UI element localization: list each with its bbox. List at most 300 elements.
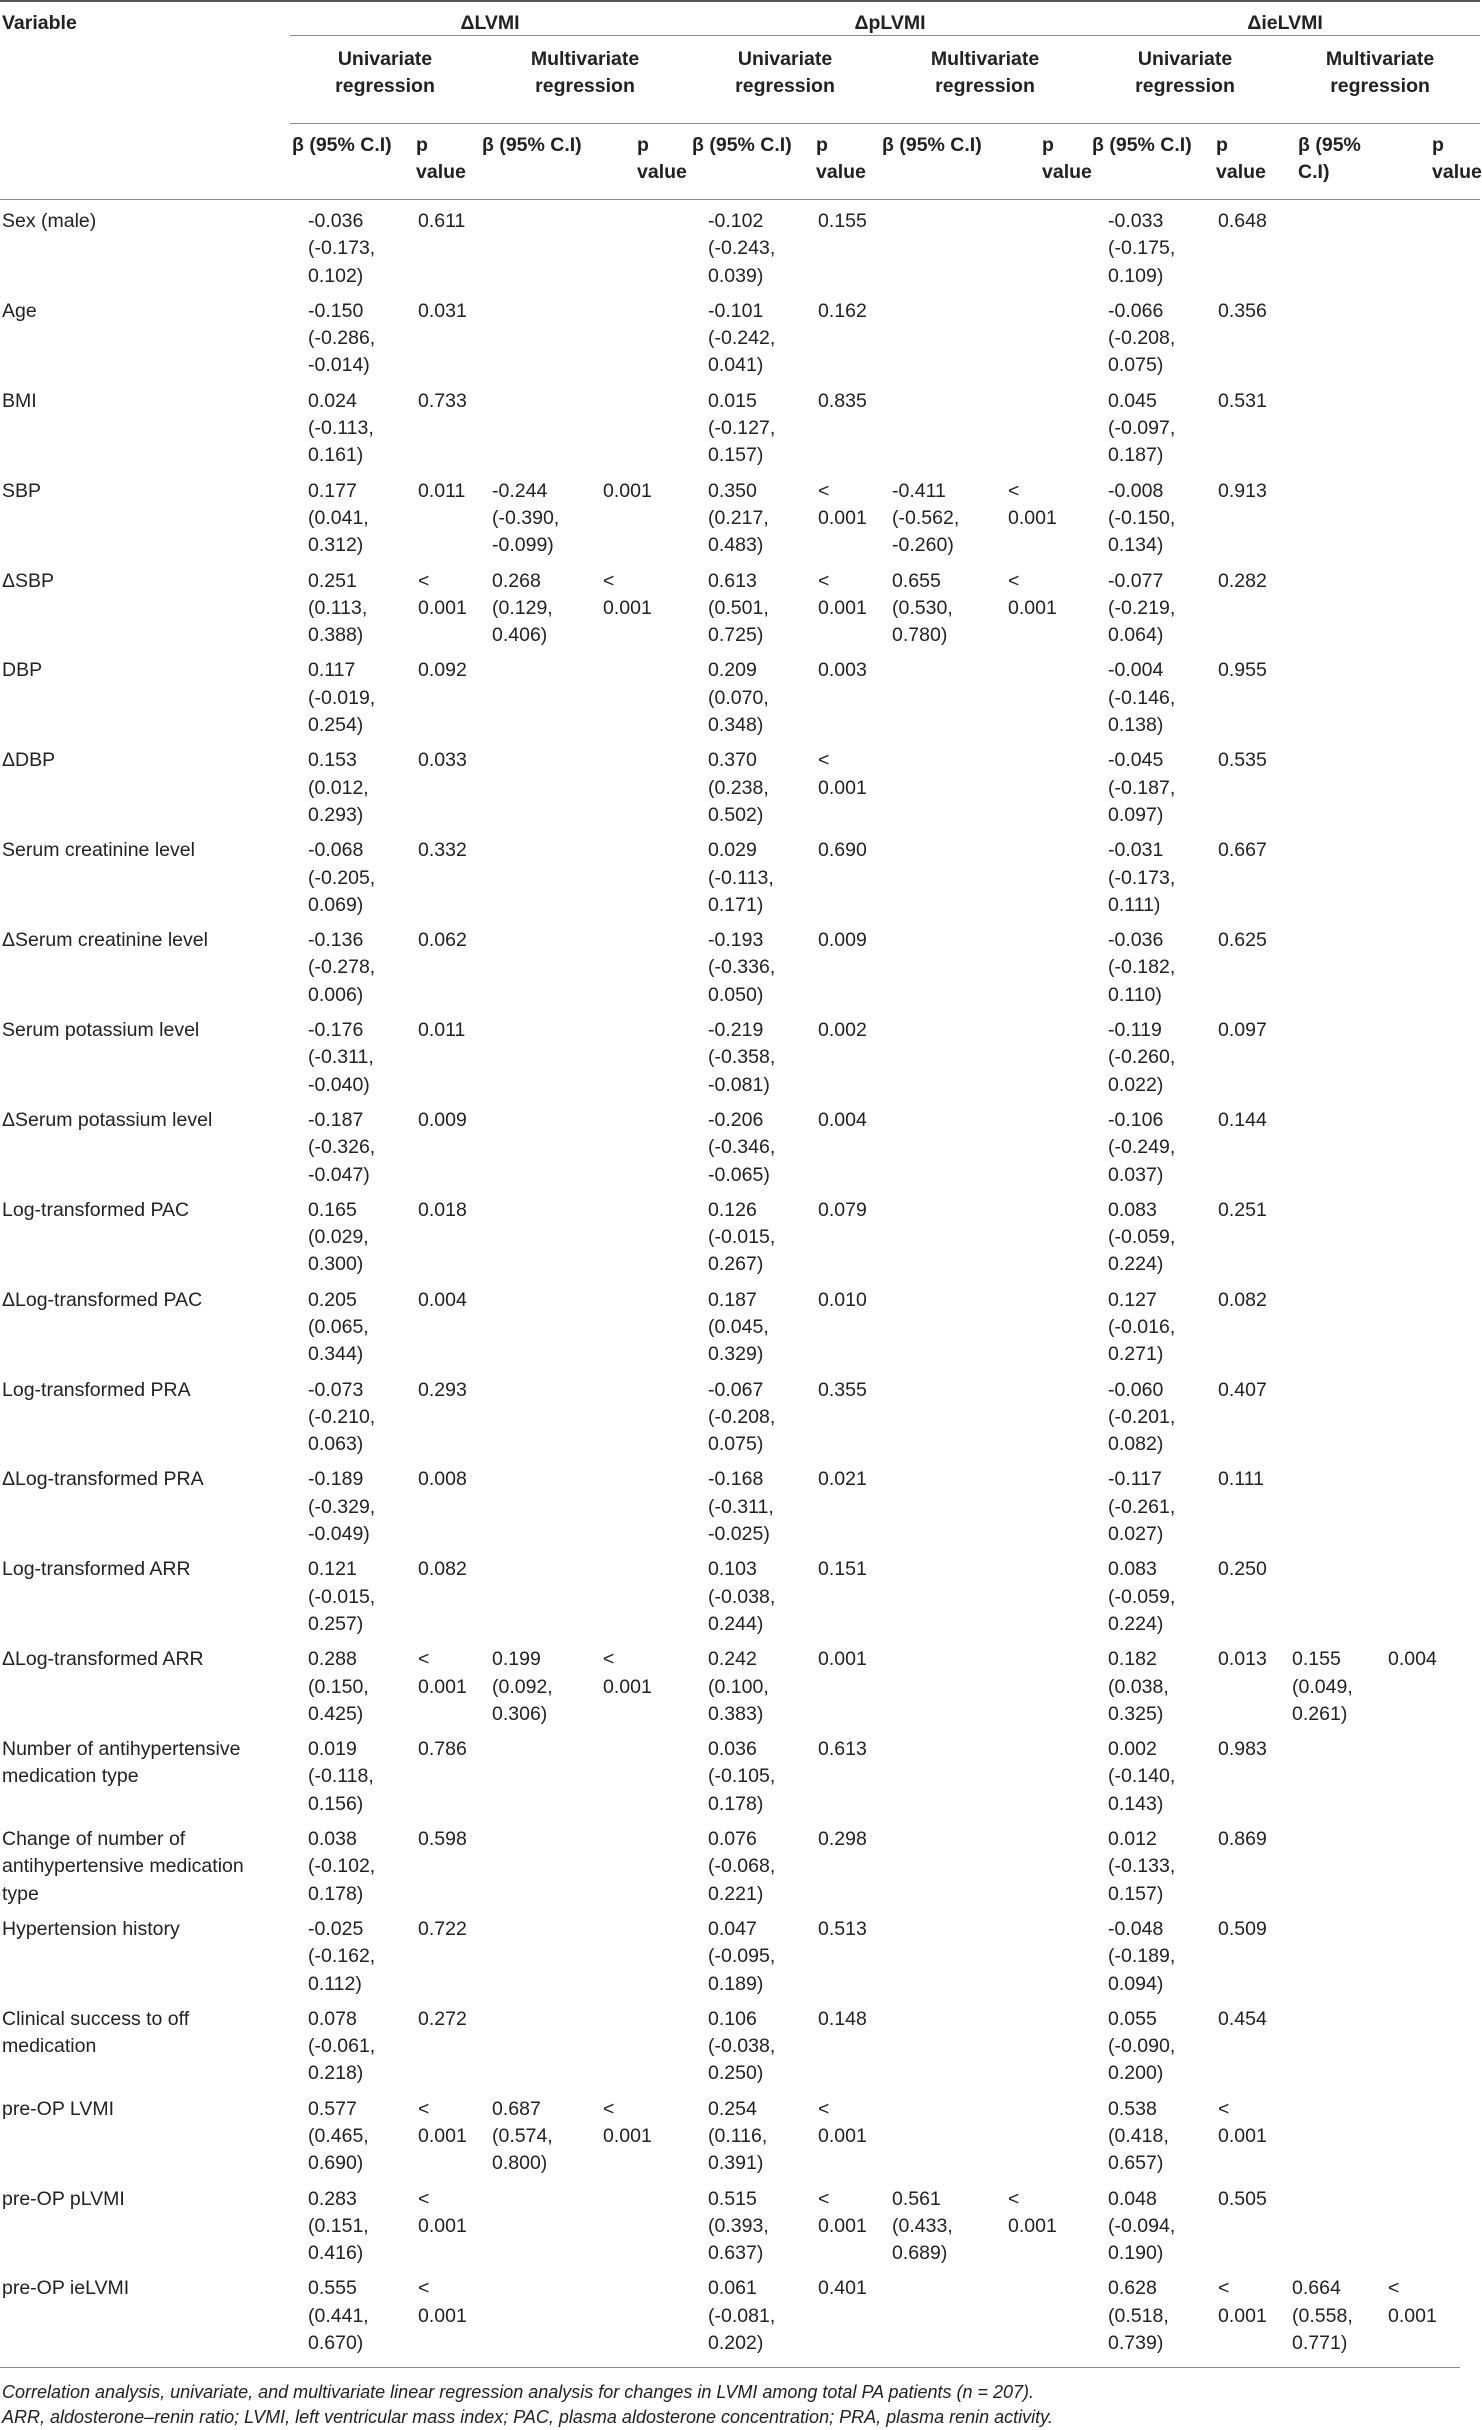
beta-ci-cell xyxy=(1280,560,1380,650)
p-value-cell: 0.010 xyxy=(818,1288,867,1311)
beta-ci-cell: -0.119 (-0.260, 0.022) xyxy=(1108,1019,1176,1096)
p-value-cell xyxy=(1380,1009,1480,1099)
p-value-cell xyxy=(595,2178,690,2268)
p-value-cell: 0.251 xyxy=(1218,1198,1267,1221)
p-value-header: p value xyxy=(595,124,690,200)
beta-ci-cell: 0.199 (0.092, 0.306) xyxy=(492,1648,553,1725)
table-body xyxy=(0,200,1480,2358)
p-value-cell xyxy=(1000,1458,1090,1548)
p-value-cell: 0.018 xyxy=(418,1198,467,1221)
beta-ci-cell: 0.024 (-0.113, 0.161) xyxy=(308,389,374,467)
beta-ci-cell: 0.242 (0.100, 0.383) xyxy=(708,1648,769,1725)
beta-ci-cell: 0.038 (-0.102, 0.178) xyxy=(308,1828,376,1905)
variable-name: Log-transformed ARR xyxy=(2,1558,191,1581)
beta-header: β (95% C.I) xyxy=(880,124,1000,200)
beta-ci-cell: -0.189 (-0.329, -0.049) xyxy=(308,1468,376,1546)
beta-ci-cell: 0.655 (0.530, 0.780) xyxy=(892,569,953,647)
beta-ci-cell xyxy=(880,1189,1000,1279)
variable-name: ΔLog-transformed PAC xyxy=(2,1288,203,1311)
variable-name: SBP xyxy=(2,479,42,502)
p-value-header: p value xyxy=(1210,124,1280,200)
p-value-header: p value xyxy=(1380,124,1480,200)
table-row xyxy=(0,2088,1480,2178)
variable-name: pre-OP LVMI xyxy=(2,2097,114,2120)
p-value-cell xyxy=(1380,290,1480,380)
p-value-cell xyxy=(595,1998,690,2088)
p-value-cell xyxy=(595,290,690,380)
p-value-cell: 0.001 xyxy=(603,479,652,502)
beta-ci-cell: 0.012 (-0.133, 0.157) xyxy=(1108,1828,1176,1905)
p-value-cell: 0.151 xyxy=(818,1558,867,1581)
p-value-cell: 0.613 xyxy=(818,1738,867,1761)
beta-ci-cell xyxy=(480,1189,595,1279)
p-value-cell: 0.013 xyxy=(1218,1648,1267,1671)
table-row xyxy=(0,649,1480,739)
p-value-cell xyxy=(1380,380,1480,470)
beta-ci-cell xyxy=(1280,829,1380,919)
p-value-cell xyxy=(1000,1099,1090,1189)
beta-ci-cell xyxy=(1280,649,1380,739)
beta-ci-cell: 0.055 (-0.090, 0.200) xyxy=(1108,2007,1176,2085)
beta-ci-cell: 0.209 (0.070, 0.348) xyxy=(708,659,769,737)
beta-ci-cell xyxy=(1280,739,1380,829)
beta-ci-cell xyxy=(880,380,1000,470)
beta-ci-cell xyxy=(480,200,595,290)
beta-ci-cell xyxy=(1280,1369,1380,1459)
p-value-cell: < 0.001 xyxy=(603,2097,652,2147)
p-value-cell xyxy=(1000,1998,1090,2088)
beta-ci-cell xyxy=(1280,919,1380,1009)
p-value-cell: < 0.001 xyxy=(1008,2187,1057,2237)
beta-header: β (95% C.I) xyxy=(1280,124,1380,200)
beta-ci-cell xyxy=(480,380,595,470)
beta-ci-cell: -0.102 (-0.243, 0.039) xyxy=(708,210,776,287)
p-value-cell: 0.505 xyxy=(1218,2187,1267,2210)
beta-ci-cell xyxy=(1280,1099,1380,1189)
beta-ci-cell xyxy=(1280,1908,1380,1998)
beta-ci-cell: 0.061 (-0.081, 0.202) xyxy=(708,2277,776,2355)
univariate-header-plvmi: Univariate regression xyxy=(690,36,880,124)
p-value-cell xyxy=(1380,1279,1480,1369)
table-row xyxy=(0,1458,1480,1548)
beta-ci-cell xyxy=(1280,1728,1380,1818)
beta-ci-cell: 0.370 (0.238, 0.502) xyxy=(708,749,769,826)
p-value-cell xyxy=(1380,739,1480,829)
p-value-cell: 0.625 xyxy=(1218,929,1267,952)
table-row xyxy=(0,1189,1480,1279)
p-value-cell: 0.913 xyxy=(1218,479,1267,502)
beta-ci-cell: 0.177 (0.041, 0.312) xyxy=(308,479,369,557)
p-value-cell: 0.004 xyxy=(418,1288,467,1311)
beta-ci-cell xyxy=(880,1998,1000,2088)
table-row xyxy=(0,1638,1480,1728)
beta-ci-cell: -0.219 (-0.358, -0.081) xyxy=(708,1019,776,1096)
p-value-cell xyxy=(1000,380,1090,470)
beta-ci-cell xyxy=(880,1638,1000,1728)
footnotes xyxy=(0,2367,1460,2430)
footnote-abbreviations: ARR, aldosterone–renin ratio; LVMI, left ventricular mass index; PAC, plasma aldosterone concentration; PRA, plasma renin activity. xyxy=(2,2407,1053,2428)
p-value-cell: 0.092 xyxy=(418,659,467,682)
variable-name: BMI xyxy=(2,389,37,412)
p-value-cell: < 0.001 xyxy=(603,1648,652,1698)
variable-name: ΔLog-transformed ARR xyxy=(2,1648,204,1671)
beta-header: β (95% C.I) xyxy=(480,124,595,200)
beta-ci-cell: 0.687 (0.574, 0.800) xyxy=(492,2097,553,2175)
p-value-cell xyxy=(1000,1728,1090,1818)
beta-ci-cell: 0.350 (0.217, 0.483) xyxy=(708,479,769,557)
beta-ci-cell: -0.136 (-0.278, 0.006) xyxy=(308,929,376,1006)
p-value-cell: 0.282 xyxy=(1218,569,1267,592)
p-value-header: p value xyxy=(1000,124,1090,200)
beta-ci-cell: -0.411 (-0.562, -0.260) xyxy=(892,479,960,557)
p-value-cell xyxy=(1380,649,1480,739)
p-value-cell: < 0.001 xyxy=(1388,2277,1437,2327)
p-value-cell xyxy=(595,649,690,739)
p-value-cell: 0.955 xyxy=(1218,659,1267,682)
variable-name: Log-transformed PAC xyxy=(2,1198,190,1221)
beta-header: β (95% C.I) xyxy=(1090,124,1210,200)
p-value-cell xyxy=(1000,1818,1090,1908)
beta-ci-cell: -0.036 (-0.173, 0.102) xyxy=(308,210,376,287)
p-value-cell: 0.722 xyxy=(418,1917,467,1940)
p-value-cell xyxy=(595,200,690,290)
multivariate-header-ielvmi: Multivariate regression xyxy=(1280,36,1480,124)
beta-ci-cell: 0.251 (0.113, 0.388) xyxy=(308,569,368,647)
beta-ci-cell xyxy=(480,1818,595,1908)
beta-ci-cell xyxy=(880,1099,1000,1189)
beta-ci-cell: 0.254 (0.116, 0.391) xyxy=(708,2097,768,2175)
p-value-cell: 0.111 xyxy=(1218,1468,1264,1491)
p-value-cell: 0.001 xyxy=(818,1648,867,1671)
beta-header: β (95% C.I) xyxy=(290,124,410,200)
beta-ci-cell: -0.117 (-0.261, 0.027) xyxy=(1108,1468,1176,1546)
p-value-cell xyxy=(595,829,690,919)
beta-ci-cell: -0.244 (-0.390, -0.099) xyxy=(492,479,560,557)
beta-ci-cell: 0.613 (0.501, 0.725) xyxy=(708,569,769,647)
beta-ci-cell: 0.048 (-0.094, 0.190) xyxy=(1108,2187,1176,2265)
table-row xyxy=(0,560,1480,650)
beta-ci-cell: 0.155 (0.049, 0.261) xyxy=(1292,1648,1353,1725)
beta-ci-cell: -0.068 (-0.205, 0.069) xyxy=(308,839,376,916)
p-value-cell: 0.356 xyxy=(1218,299,1267,322)
p-value-cell: 0.983 xyxy=(1218,1738,1267,1761)
beta-ci-cell xyxy=(1280,1189,1380,1279)
p-value-cell xyxy=(1380,1908,1480,1998)
variable-name: Serum creatinine level xyxy=(2,839,195,862)
variable-name: Number of antihypertensive medication type xyxy=(2,1738,241,1788)
beta-ci-cell: 0.029 (-0.113, 0.171) xyxy=(708,839,774,916)
beta-ci-cell xyxy=(480,919,595,1009)
beta-ci-cell: 0.288 (0.150, 0.425) xyxy=(308,1648,369,1725)
p-value-cell: < 0.001 xyxy=(1218,2097,1267,2147)
beta-ci-cell: 0.106 (-0.038, 0.250) xyxy=(708,2007,776,2085)
table-row xyxy=(0,1009,1480,1099)
p-value-cell: 0.009 xyxy=(818,929,867,952)
beta-ci-cell: -0.187 (-0.326, -0.047) xyxy=(308,1108,376,1186)
p-value-cell: 0.509 xyxy=(1218,1917,1267,1940)
p-value-cell: 0.011 xyxy=(418,479,466,502)
p-value-cell xyxy=(1380,1818,1480,1908)
beta-ci-cell xyxy=(480,1279,595,1369)
p-value-cell xyxy=(595,739,690,829)
p-value-cell: 0.733 xyxy=(418,389,467,412)
beta-ci-cell: 0.628 (0.518, 0.739) xyxy=(1108,2277,1169,2355)
p-value-cell xyxy=(1000,1908,1090,1998)
p-value-cell xyxy=(1000,2267,1090,2357)
p-value-cell: < 0.001 xyxy=(418,2187,467,2237)
beta-ci-cell: 0.076 (-0.068, 0.221) xyxy=(708,1828,776,1905)
p-value-cell: 0.531 xyxy=(1218,389,1267,412)
p-value-cell xyxy=(595,1728,690,1818)
p-value-cell: 0.148 xyxy=(818,2007,867,2030)
p-value-cell xyxy=(1380,1728,1480,1818)
p-value-cell: 0.535 xyxy=(1218,749,1267,772)
beta-ci-cell: -0.106 (-0.249, 0.037) xyxy=(1108,1108,1176,1186)
beta-ci-cell xyxy=(480,1099,595,1189)
variable-name: Hypertension history xyxy=(2,1917,180,1940)
p-value-cell xyxy=(595,919,690,1009)
table-row xyxy=(0,1279,1480,1369)
table-row xyxy=(0,200,1480,290)
beta-ci-cell: -0.193 (-0.336, 0.050) xyxy=(708,929,776,1006)
beta-ci-cell: -0.077 (-0.219, 0.064) xyxy=(1108,569,1176,647)
beta-ci-cell: 0.205 (0.065, 0.344) xyxy=(308,1288,369,1366)
beta-ci-cell: -0.045 (-0.187, 0.097) xyxy=(1108,749,1176,826)
beta-ci-cell: -0.168 (-0.311, -0.025) xyxy=(708,1468,774,1546)
beta-ci-cell: 0.182 (0.038, 0.325) xyxy=(1108,1648,1169,1725)
variable-name: ΔSerum creatinine level xyxy=(2,929,208,952)
p-value-cell xyxy=(595,1908,690,1998)
beta-ci-cell: 0.268 (0.129, 0.406) xyxy=(492,569,553,647)
p-value-cell: < 0.001 xyxy=(818,2187,867,2237)
p-value-cell: < 0.001 xyxy=(818,569,867,619)
beta-ci-cell xyxy=(880,649,1000,739)
beta-ci-cell: 0.103 (-0.038, 0.244) xyxy=(708,1558,776,1635)
p-value-cell xyxy=(595,1099,690,1189)
beta-ci-cell xyxy=(880,739,1000,829)
p-value-cell: 0.648 xyxy=(1218,210,1267,232)
beta-ci-cell: -0.033 (-0.175, 0.109) xyxy=(1108,210,1176,287)
group-header-lvmi: ΔLVMI xyxy=(460,12,520,34)
p-value-cell: < 0.001 xyxy=(418,569,467,619)
beta-ci-cell: -0.060 (-0.201, 0.082) xyxy=(1108,1378,1176,1456)
p-value-cell xyxy=(1000,739,1090,829)
p-value-header: p value xyxy=(410,124,480,200)
p-value-cell xyxy=(595,1818,690,1908)
group-header-plvmi: ΔpLVMI xyxy=(854,12,926,34)
beta-ci-cell xyxy=(480,829,595,919)
p-value-cell: 0.021 xyxy=(818,1468,867,1491)
beta-ci-cell xyxy=(480,1998,595,2088)
beta-ci-cell: 0.165 (0.029, 0.300) xyxy=(308,1198,369,1276)
beta-header: β (95% C.I) xyxy=(690,124,810,200)
beta-ci-cell: -0.008 (-0.150, 0.134) xyxy=(1108,479,1176,557)
p-value-cell: < 0.001 xyxy=(818,479,867,529)
variable-name: Log-transformed PRA xyxy=(2,1378,191,1401)
variable-name: pre-OP ieLVMI xyxy=(2,2277,130,2300)
table-row xyxy=(0,380,1480,470)
p-value-cell xyxy=(1380,1458,1480,1548)
beta-ci-cell xyxy=(880,1818,1000,1908)
beta-ci-cell: 0.153 (0.012, 0.293) xyxy=(308,749,369,826)
beta-ci-cell xyxy=(480,290,595,380)
beta-ci-cell xyxy=(880,2088,1000,2178)
p-value-cell: < 0.001 xyxy=(1008,569,1057,619)
p-value-cell: 0.009 xyxy=(418,1108,467,1131)
beta-ci-cell xyxy=(880,1908,1000,1998)
p-value-cell: 0.162 xyxy=(818,299,867,322)
beta-ci-cell xyxy=(880,829,1000,919)
p-value-cell: 0.835 xyxy=(818,389,867,412)
beta-ci-cell: 0.577 (0.465, 0.690) xyxy=(308,2097,369,2175)
beta-ci-cell xyxy=(480,649,595,739)
p-value-cell: 0.011 xyxy=(418,1019,466,1042)
p-value-cell xyxy=(1380,919,1480,1009)
variable-name: ΔDBP xyxy=(2,749,56,772)
beta-ci-cell: -0.048 (-0.189, 0.094) xyxy=(1108,1917,1176,1995)
beta-ci-cell xyxy=(880,1458,1000,1548)
p-value-cell: 0.407 xyxy=(1218,1378,1267,1401)
p-value-cell: 0.004 xyxy=(818,1108,867,1131)
variable-name: ΔSerum potassium level xyxy=(2,1108,213,1131)
p-value-cell: 0.513 xyxy=(818,1917,867,1940)
variable-name: pre-OP pLVMI xyxy=(2,2187,125,2210)
p-value-cell xyxy=(1380,1099,1480,1189)
p-value-cell: < 0.001 xyxy=(418,2097,467,2147)
p-value-cell xyxy=(595,1458,690,1548)
p-value-cell: 0.454 xyxy=(1218,2007,1267,2030)
p-value-cell: 0.355 xyxy=(818,1378,867,1401)
p-value-cell xyxy=(1380,200,1480,290)
p-value-cell: 0.079 xyxy=(818,1198,867,1221)
variable-name: Clinical success to off medication xyxy=(2,2007,190,2058)
beta-ci-cell xyxy=(880,200,1000,290)
beta-ci-cell xyxy=(880,1548,1000,1638)
p-value-cell: < 0.001 xyxy=(818,749,867,799)
p-value-cell: 0.250 xyxy=(1218,1558,1267,1581)
beta-ci-cell: 0.015 (-0.127, 0.157) xyxy=(708,389,776,467)
beta-ci-cell: 0.538 (0.418, 0.657) xyxy=(1108,2097,1169,2175)
p-value-cell xyxy=(1000,1189,1090,1279)
variable-name: Age xyxy=(2,299,37,322)
p-value-cell: 0.869 xyxy=(1218,1828,1267,1851)
p-value-cell xyxy=(1380,2088,1480,2178)
p-value-cell: 0.272 xyxy=(418,2007,467,2030)
p-value-cell: 0.332 xyxy=(418,839,467,862)
beta-ci-cell xyxy=(1280,1998,1380,2088)
p-value-cell xyxy=(1000,1009,1090,1099)
p-value-cell xyxy=(595,380,690,470)
beta-ci-cell xyxy=(1280,1818,1380,1908)
p-value-cell: < 0.001 xyxy=(1218,2277,1267,2327)
beta-ci-cell: -0.031 (-0.173, 0.111) xyxy=(1108,839,1176,916)
p-value-cell xyxy=(1380,2178,1480,2268)
beta-ci-cell: -0.176 (-0.311, -0.040) xyxy=(308,1019,374,1096)
p-value-cell xyxy=(595,1548,690,1638)
beta-ci-cell xyxy=(1280,1009,1380,1099)
p-value-cell xyxy=(595,1189,690,1279)
p-value-header: p value xyxy=(810,124,880,200)
beta-ci-cell xyxy=(480,1728,595,1818)
beta-ci-cell xyxy=(480,1458,595,1548)
beta-ci-cell: 0.126 (-0.015, 0.267) xyxy=(708,1198,776,1276)
p-value-cell xyxy=(595,1009,690,1099)
table-row xyxy=(0,470,1480,560)
table-row xyxy=(0,1369,1480,1459)
beta-ci-cell xyxy=(480,1908,595,1998)
table-row xyxy=(0,1818,1480,1908)
variable-header: Variable xyxy=(2,12,77,34)
beta-ci-cell: 0.019 (-0.118, 0.156) xyxy=(308,1738,374,1815)
beta-ci-cell: 0.002 (-0.140, 0.143) xyxy=(1108,1738,1176,1815)
variable-name: Change of number of antihypertensive medication type xyxy=(2,1828,244,1905)
beta-ci-cell xyxy=(880,1369,1000,1459)
p-value-cell: 0.611 xyxy=(418,210,466,232)
beta-ci-cell: 0.555 (0.441, 0.670) xyxy=(308,2277,369,2355)
beta-ci-cell xyxy=(480,2178,595,2268)
variable-name: DBP xyxy=(2,659,43,682)
p-value-cell xyxy=(1380,560,1480,650)
p-value-cell xyxy=(1000,1638,1090,1728)
beta-ci-cell: 0.664 (0.558, 0.771) xyxy=(1292,2277,1353,2355)
variable-name: ΔSBP xyxy=(2,569,55,592)
p-value-cell xyxy=(595,1279,690,1369)
p-value-cell: 0.667 xyxy=(1218,839,1267,862)
p-value-cell xyxy=(1000,919,1090,1009)
table-row xyxy=(0,1728,1480,1818)
table-row xyxy=(0,290,1480,380)
p-value-cell: < 0.001 xyxy=(603,569,652,619)
p-value-cell xyxy=(1380,1369,1480,1459)
beta-ci-cell: 0.078 (-0.061, 0.218) xyxy=(308,2007,376,2085)
beta-ci-cell: 0.187 (0.045, 0.329) xyxy=(708,1288,769,1366)
p-value-cell: 0.155 xyxy=(818,210,867,232)
beta-ci-cell xyxy=(1280,1548,1380,1638)
beta-ci-cell: -0.150 (-0.286, -0.014) xyxy=(308,299,376,377)
p-value-cell: 0.031 xyxy=(418,299,467,322)
beta-ci-cell: -0.036 (-0.182, 0.110) xyxy=(1108,929,1176,1006)
p-value-cell xyxy=(1000,200,1090,290)
beta-ci-cell xyxy=(480,2267,595,2357)
beta-ci-cell xyxy=(1280,2088,1380,2178)
beta-ci-cell xyxy=(480,739,595,829)
beta-ci-cell: -0.206 (-0.346, -0.065) xyxy=(708,1108,776,1186)
p-value-cell: 0.598 xyxy=(418,1828,467,1851)
beta-ci-cell xyxy=(480,1369,595,1459)
p-value-cell: 0.298 xyxy=(818,1828,867,1851)
multivariate-header-lvmi: Multivariate regression xyxy=(480,36,690,124)
beta-ci-cell xyxy=(1280,470,1380,560)
beta-ci-cell xyxy=(1280,200,1380,290)
p-value-cell xyxy=(1380,1548,1480,1638)
p-value-cell xyxy=(595,2267,690,2357)
table-row xyxy=(0,2178,1480,2268)
p-value-cell: < 0.001 xyxy=(418,2277,467,2327)
beta-ci-cell xyxy=(880,1728,1000,1818)
table-row xyxy=(0,919,1480,1009)
beta-ci-cell: 0.283 (0.151, 0.416) xyxy=(308,2187,369,2265)
beta-ci-cell xyxy=(880,919,1000,1009)
group-header-ielvmi: ΔieLVMI xyxy=(1247,12,1323,34)
p-value-cell xyxy=(1000,829,1090,919)
beta-ci-cell xyxy=(880,1279,1000,1369)
variable-name: Sex (male) xyxy=(2,210,97,232)
p-value-cell: 0.097 xyxy=(1218,1019,1267,1042)
multivariate-header-plvmi: Multivariate regression xyxy=(880,36,1090,124)
beta-ci-cell xyxy=(1280,380,1380,470)
p-value-cell: 0.144 xyxy=(1218,1108,1267,1131)
p-value-cell: 0.082 xyxy=(1218,1288,1267,1311)
